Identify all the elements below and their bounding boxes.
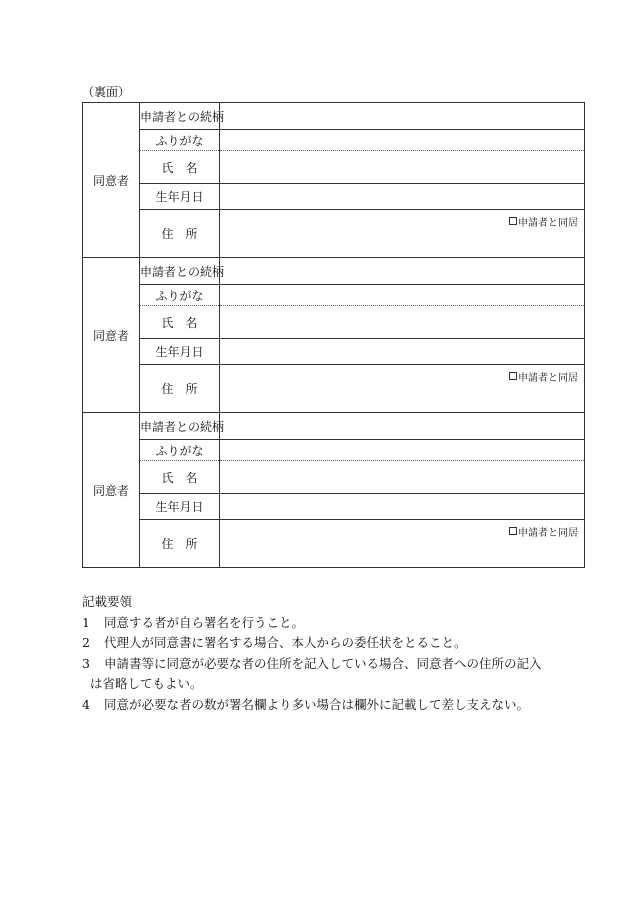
cohabit-option[interactable] bbox=[509, 524, 578, 539]
relation-label: 申請者との続柄 bbox=[140, 103, 220, 130]
instruction-number: 1 bbox=[82, 614, 90, 630]
address-field[interactable] bbox=[220, 365, 585, 413]
instruction-item bbox=[82, 633, 592, 654]
furigana-label: ふりがな bbox=[140, 130, 220, 151]
cohabit-label: 申請者と同居 bbox=[518, 373, 578, 384]
name-label: 氏 名 bbox=[140, 461, 220, 494]
instruction-number: 3 bbox=[82, 655, 90, 671]
name-field[interactable] bbox=[220, 306, 585, 339]
instructions bbox=[82, 592, 592, 715]
name-label: 氏 名 bbox=[140, 306, 220, 339]
instruction-text: 同意する者が自ら署名を行うこと。 bbox=[104, 614, 305, 630]
consenter-label: 同意者 bbox=[83, 103, 140, 258]
relation-label: 申請者との続柄 bbox=[140, 258, 220, 285]
address-label: 住 所 bbox=[140, 520, 220, 568]
instruction-text: 申請書等に同意が必要な者の住所を記入している場合、同意者への住所の記入 bbox=[104, 655, 542, 671]
page-heading: （裏面） bbox=[82, 85, 131, 99]
instruction-number: 4 bbox=[82, 696, 90, 712]
furigana-field[interactable] bbox=[220, 130, 585, 151]
address-field[interactable] bbox=[220, 520, 585, 568]
cohabit-option[interactable] bbox=[509, 214, 578, 229]
consenter-block-1 bbox=[83, 103, 585, 130]
consenter-block-3 bbox=[83, 413, 585, 440]
consenter-block-2 bbox=[83, 258, 585, 285]
birthdate-label: 生年月日 bbox=[140, 184, 220, 210]
relation-label: 申請者との続柄 bbox=[140, 413, 220, 440]
instruction-text: 同意が必要な者の数が署名欄より多い場合は欄外に記載して差し支えない。 bbox=[104, 696, 530, 712]
relation-field[interactable] bbox=[220, 258, 585, 285]
name-field[interactable] bbox=[220, 461, 585, 494]
checkbox-icon[interactable] bbox=[509, 372, 517, 380]
instruction-number: 2 bbox=[82, 635, 90, 650]
furigana-label: ふりがな bbox=[140, 440, 220, 461]
birthdate-label: 生年月日 bbox=[140, 494, 220, 520]
checkbox-icon[interactable] bbox=[509, 527, 517, 535]
instructions-title: 記載要領 bbox=[82, 594, 133, 609]
address-label: 住 所 bbox=[140, 210, 220, 258]
instruction-item bbox=[82, 695, 592, 716]
cohabit-option[interactable] bbox=[509, 369, 578, 384]
relation-field[interactable] bbox=[220, 103, 585, 130]
instruction-continuation: は省略してもよい。 bbox=[90, 676, 203, 691]
instruction-item bbox=[82, 654, 592, 675]
consenter-label: 同意者 bbox=[83, 258, 140, 413]
consenter-label: 同意者 bbox=[83, 413, 140, 568]
cohabit-label: 申請者と同居 bbox=[518, 528, 578, 539]
birthdate-field[interactable] bbox=[220, 494, 585, 520]
furigana-field[interactable] bbox=[220, 440, 585, 461]
name-label: 氏 名 bbox=[140, 151, 220, 184]
checkbox-icon[interactable] bbox=[509, 217, 517, 225]
consent-table bbox=[82, 102, 585, 568]
address-label: 住 所 bbox=[140, 365, 220, 413]
relation-field[interactable] bbox=[220, 413, 585, 440]
birthdate-label: 生年月日 bbox=[140, 339, 220, 365]
instruction-text: 代理人が同意書に署名する場合、本人からの委任状をとること。 bbox=[104, 635, 467, 650]
cohabit-label: 申請者と同居 bbox=[518, 218, 578, 229]
name-field[interactable] bbox=[220, 151, 585, 184]
furigana-label: ふりがな bbox=[140, 285, 220, 306]
birthdate-field[interactable] bbox=[220, 339, 585, 365]
birthdate-field[interactable] bbox=[220, 184, 585, 210]
furigana-field[interactable] bbox=[220, 285, 585, 306]
instruction-item bbox=[82, 613, 592, 634]
address-field[interactable] bbox=[220, 210, 585, 258]
